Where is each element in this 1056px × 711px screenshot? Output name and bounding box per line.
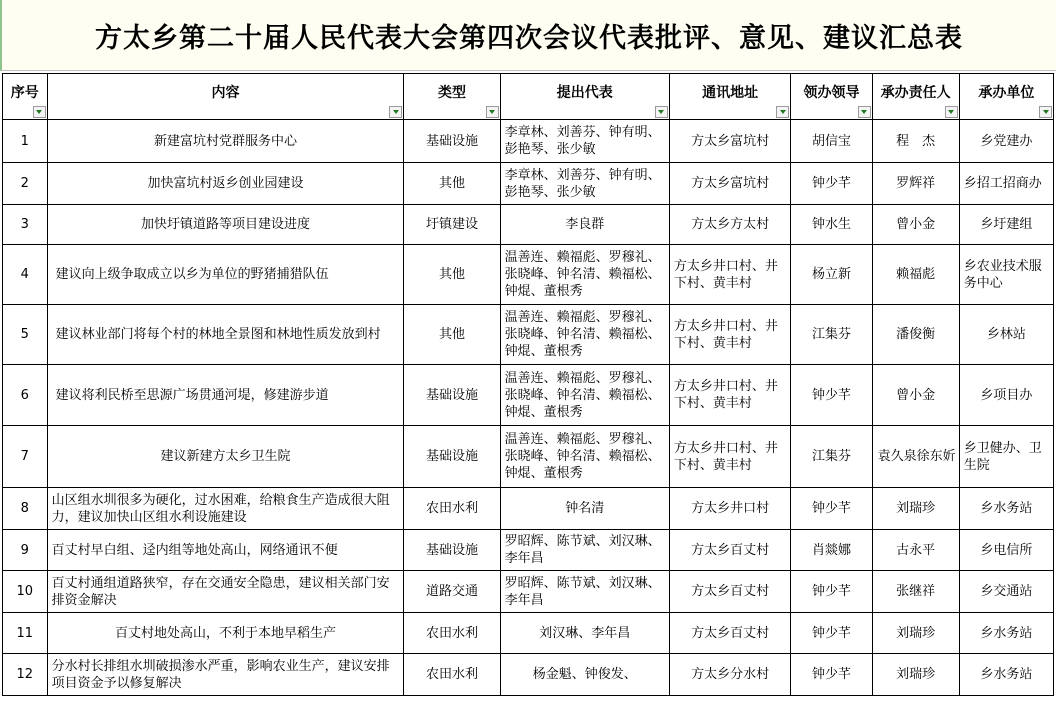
cell-addr[interactable]: 方太乡富坑村 [669,163,791,205]
table-row [3,613,1054,654]
cell-resp[interactable]: 曾小金 [872,365,959,426]
cell-addr[interactable]: 方太乡井口村 [669,488,791,530]
cell-leader[interactable]: 钟少芊 [791,163,872,205]
cell-reps[interactable]: 温善连、赖福彪、罗穆礼、张晓峰、钟名清、赖福松、钟焜、董根秀 [500,426,669,488]
cell-addr[interactable]: 方太乡百丈村 [669,613,791,654]
cell-type[interactable]: 道路交通 [404,571,500,613]
cell-no[interactable]: 3 [3,205,48,245]
header-row [3,74,1054,120]
cell-leader[interactable]: 杨立新 [791,245,872,305]
cell-type[interactable]: 基础设施 [404,365,500,426]
table-row [3,530,1054,571]
table-row [3,488,1054,530]
table-row [3,654,1054,696]
header-label: 类型 [437,85,466,101]
cell-leader[interactable]: 钟水生 [791,205,872,245]
cell-no[interactable]: 8 [3,488,48,530]
cell-resp[interactable]: 刘瑞珍 [872,654,959,696]
cell-type[interactable]: 农田水利 [404,654,500,696]
cell-resp[interactable]: 张继祥 [872,571,959,613]
cell-leader[interactable]: 肖燚娜 [791,530,872,571]
cell-type[interactable]: 基础设施 [404,120,500,163]
cell-addr[interactable]: 方太乡分水村 [669,654,791,696]
cell-addr[interactable]: 方太乡方太村 [669,205,791,245]
cell-reps[interactable]: 钟名清 [500,488,669,530]
table-row [3,426,1054,488]
header-content[interactable] [47,74,404,120]
cell-resp[interactable]: 程 杰 [872,120,959,163]
cell-resp[interactable]: 古永平 [872,530,959,571]
cell-unit[interactable]: 乡项目办 [959,365,1053,426]
cell-resp[interactable]: 袁久泉徐东妡 [872,426,959,488]
cell-no[interactable]: 10 [3,571,48,613]
cell-content[interactable]: 百丈村早白组、迳内组等地处高山，网络通讯不便 [47,530,404,571]
cell-resp[interactable]: 潘俊衡 [872,305,959,365]
cell-unit[interactable]: 乡水务站 [959,488,1053,530]
cell-content[interactable]: 建议林业部门将每个村的林地全景图和林地性质发放到村 [47,305,404,365]
cell-content[interactable]: 建议将利民桥至思源广场贯通河堤，修建游步道 [47,365,404,426]
table-row [3,571,1054,613]
cell-resp[interactable]: 刘瑞珍 [872,488,959,530]
cell-reps[interactable]: 温善连、赖福彪、罗穆礼、张晓峰、钟名清、赖福松、钟焜、董根秀 [500,245,669,305]
cell-unit[interactable]: 乡农业技术服务中心 [959,245,1053,305]
header-label: 序号 [10,85,39,101]
filter-dropdown-icon[interactable] [945,106,958,118]
cell-reps[interactable]: 李良群 [500,205,669,245]
cell-addr[interactable]: 方太乡百丈村 [669,571,791,613]
cell-content[interactable]: 加快圩镇道路等项目建设进度 [47,205,404,245]
cell-leader[interactable]: 江集芬 [791,305,872,365]
cell-content[interactable]: 新建富坑村党群服务中心 [47,120,404,163]
cell-content[interactable]: 建议向上级争取成立以乡为单位的野猪捕猎队伍 [47,245,404,305]
cell-content[interactable]: 分水村长排组水圳破损渗水严重，影响农业生产，建议安排项目资金予以修复解决 [47,654,404,696]
cell-unit[interactable]: 乡水务站 [959,613,1053,654]
header-label: 内容 [211,85,240,101]
cell-reps[interactable]: 刘汉琳、李年昌 [500,613,669,654]
table-row [3,205,1054,245]
cell-type[interactable]: 其他 [404,245,500,305]
cell-resp[interactable]: 罗辉祥 [872,163,959,205]
cell-addr[interactable]: 方太乡井口村、井下村、黄丰村 [669,245,791,305]
cell-leader[interactable]: 钟少芊 [791,654,872,696]
cell-resp[interactable]: 曾小金 [872,205,959,245]
table-row [3,120,1054,163]
cell-unit[interactable]: 乡圩建组 [959,205,1053,245]
header-addr[interactable] [669,74,791,120]
cell-no[interactable]: 7 [3,426,48,488]
cell-no[interactable]: 2 [3,163,48,205]
cell-unit[interactable]: 乡党建办 [959,120,1053,163]
sheet-title[interactable]: 方太乡第二十届人民代表大会第四次会议代表批评、意见、建议汇总表 [0,0,1056,71]
filter-dropdown-icon[interactable] [486,106,499,118]
header-label: 领办领导 [803,85,860,101]
cell-unit[interactable]: 乡交通站 [959,571,1053,613]
cell-leader[interactable]: 钟少芊 [791,613,872,654]
cell-reps[interactable]: 李章林、刘善芬、钟有明、彭艳琴、张少敏 [500,163,669,205]
cell-unit[interactable]: 乡电信所 [959,530,1053,571]
filter-dropdown-icon[interactable] [1039,106,1052,118]
header-label: 通讯地址 [702,85,759,101]
cell-reps[interactable]: 罗昭辉、陈节斌、刘汉琳、李年昌 [500,571,669,613]
header-resp[interactable] [872,74,959,120]
cell-addr[interactable]: 方太乡富坑村 [669,120,791,163]
header-label: 承办责任人 [880,85,951,101]
cell-unit[interactable]: 乡水务站 [959,654,1053,696]
cell-addr[interactable]: 方太乡百丈村 [669,530,791,571]
cell-content[interactable]: 百丈村地处高山，不利于本地早稻生产 [47,613,404,654]
header-leader[interactable] [791,74,872,120]
cell-type[interactable]: 基础设施 [404,426,500,488]
cell-no[interactable]: 9 [3,530,48,571]
table-row [3,305,1054,365]
filter-dropdown-icon[interactable] [858,106,871,118]
cell-no[interactable]: 11 [3,613,48,654]
cell-resp[interactable]: 赖福彪 [872,245,959,305]
cell-no[interactable]: 1 [3,120,48,163]
cell-type[interactable]: 基础设施 [404,530,500,571]
cell-type[interactable]: 其他 [404,305,500,365]
filter-dropdown-icon[interactable] [33,106,46,118]
cell-leader[interactable]: 钟少芊 [791,365,872,426]
table-row [3,163,1054,205]
cell-leader[interactable]: 江集芬 [791,426,872,488]
cell-leader[interactable]: 钟少芊 [791,571,872,613]
filter-dropdown-icon[interactable] [389,106,402,118]
header-label: 承办单位 [978,85,1035,101]
cell-no[interactable]: 4 [3,245,48,305]
cell-unit[interactable]: 乡卫健办、卫生院 [959,426,1053,488]
cell-resp[interactable]: 刘瑞珍 [872,613,959,654]
cell-addr[interactable]: 方太乡井口村、井下村、黄丰村 [669,426,791,488]
cell-reps[interactable]: 温善连、赖福彪、罗穆礼、张晓峰、钟名清、赖福松、钟焜、董根秀 [500,305,669,365]
header-label: 提出代表 [556,85,613,101]
cell-addr[interactable]: 方太乡井口村、井下村、黄丰村 [669,365,791,426]
cell-leader[interactable]: 钟少芊 [791,488,872,530]
cell-type[interactable]: 其他 [404,163,500,205]
cell-no[interactable]: 6 [3,365,48,426]
cell-reps[interactable]: 李章林、刘善芬、钟有明、彭艳琴、张少敏 [500,120,669,163]
cell-content[interactable]: 加快富坑村返乡创业园建设 [47,163,404,205]
table-row [3,245,1054,305]
cell-reps[interactable]: 杨金魁、钟俊发、 [500,654,669,696]
filter-dropdown-icon[interactable] [776,106,789,118]
cell-reps[interactable]: 罗昭辉、陈节斌、刘汉琳、李年昌 [500,530,669,571]
header-no[interactable] [3,74,48,120]
cell-content[interactable]: 山区组水圳很多为硬化，过水困难，给粮食生产造成很大阻力，建议加快山区组水利设施建设 [47,488,404,530]
table-row [3,365,1054,426]
header-unit[interactable] [959,74,1053,120]
filter-dropdown-icon[interactable] [655,106,668,118]
cell-no[interactable]: 5 [3,305,48,365]
header-type[interactable] [404,74,500,120]
cell-unit[interactable]: 乡林站 [959,305,1053,365]
cell-leader[interactable]: 胡信宝 [791,120,872,163]
cell-reps[interactable]: 温善连、赖福彪、罗穆礼、张晓峰、钟名清、赖福松、钟焜、董根秀 [500,365,669,426]
cell-addr[interactable]: 方太乡井口村、井下村、黄丰村 [669,305,791,365]
header-reps[interactable] [500,74,669,120]
cell-type[interactable]: 圩镇建设 [404,205,500,245]
cell-content[interactable]: 建议新建方太乡卫生院 [47,426,404,488]
summary-table [2,73,1054,696]
cell-type[interactable]: 农田水利 [404,613,500,654]
cell-type[interactable]: 农田水利 [404,488,500,530]
cell-unit[interactable]: 乡招工招商办 [959,163,1053,205]
cell-content[interactable]: 百丈村通组道路狭窄，存在交通安全隐患，建议相关部门安排资金解决 [47,571,404,613]
cell-no[interactable]: 12 [3,654,48,696]
